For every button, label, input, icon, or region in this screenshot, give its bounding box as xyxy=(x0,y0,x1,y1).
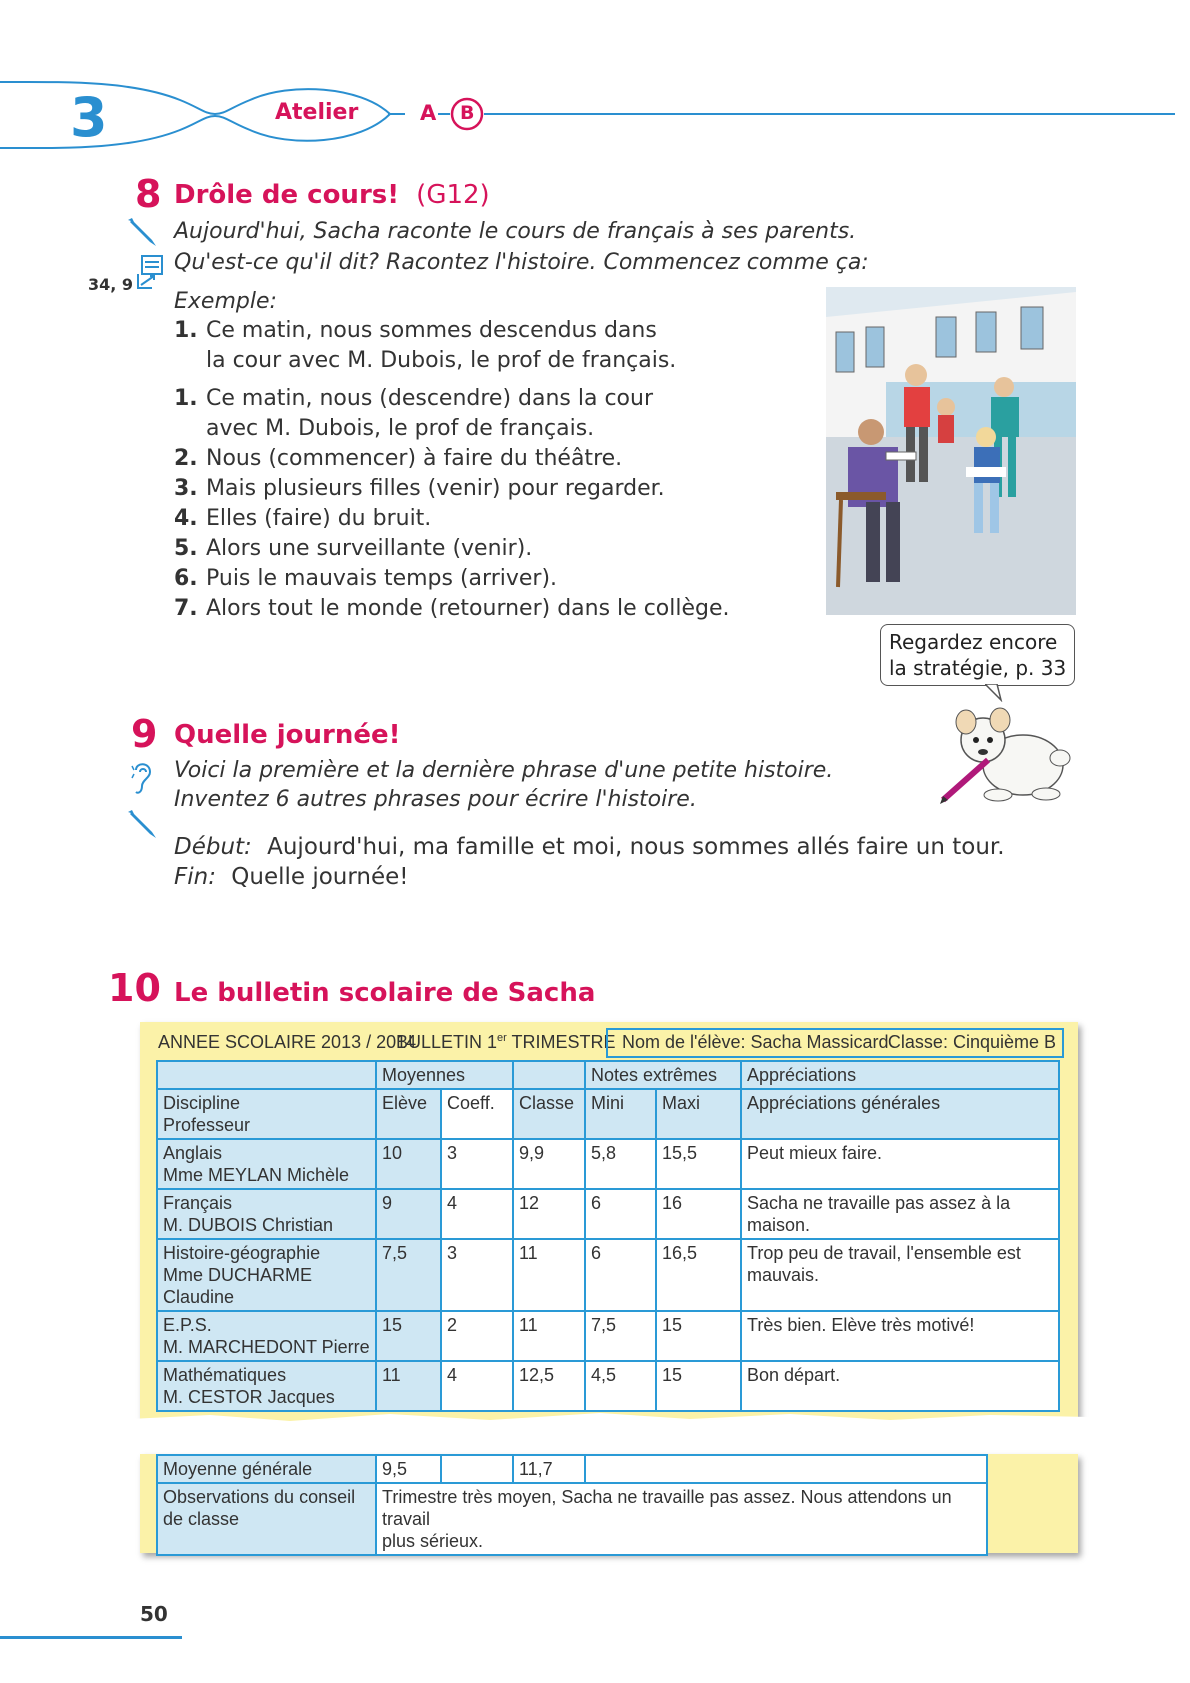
item-text: Mais plusieurs filles (venir) pour regarder. xyxy=(206,476,665,501)
mini-cell: 7,5 xyxy=(585,1311,656,1361)
discipline-cell xyxy=(157,1311,376,1361)
maxi-cell: 15 xyxy=(656,1361,741,1411)
ex8-example-label: Exemple: xyxy=(174,289,277,314)
item-number: 5. xyxy=(174,536,198,561)
item-text: Elles (faire) du bruit. xyxy=(206,506,432,531)
table-row xyxy=(157,1189,1059,1239)
summary-table xyxy=(156,1454,988,1556)
student-box xyxy=(606,1028,1064,1058)
discipline-cell xyxy=(157,1361,376,1411)
header-mini: Mini xyxy=(585,1089,656,1139)
item-text: Alors une surveillante (venir). xyxy=(206,536,533,561)
moyenne-generale-row xyxy=(157,1455,987,1483)
appreciation-cell: Sacha ne travaille pas assez à la maison. xyxy=(741,1189,1059,1239)
table-row xyxy=(157,1361,1059,1411)
observations-text-2: plus sérieux. xyxy=(382,1531,484,1551)
item-text: Ce matin, nous (descendre) dans la cour xyxy=(206,386,654,411)
ex8-example xyxy=(174,316,676,376)
example-line-1: Ce matin, nous sommes descendus dans xyxy=(206,318,657,343)
table-header-row xyxy=(157,1061,1059,1089)
school-year: ANNEE SCOLAIRE 2013 / 2014 xyxy=(158,1032,417,1052)
end-text: Quelle journée! xyxy=(231,864,409,890)
eleve-cell: 10 xyxy=(376,1139,441,1189)
ex8-side-ref: 34, 9 xyxy=(88,275,134,294)
discipline: E.P.S. xyxy=(163,1315,212,1335)
item-text: Nous (commencer) à faire du théâtre. xyxy=(206,446,623,471)
item-text: Alors tout le monde (retourner) dans le collège. xyxy=(206,596,730,621)
eleve-cell: 15 xyxy=(376,1311,441,1361)
list-item xyxy=(174,444,730,474)
list-item xyxy=(174,534,730,564)
header-band xyxy=(0,78,1190,158)
header-eleve: Elève xyxy=(376,1089,441,1139)
observations-label-2: de classe xyxy=(163,1509,240,1529)
eleve-cell: 9 xyxy=(376,1189,441,1239)
listening-icon xyxy=(130,760,154,800)
moyenne-generale-rest xyxy=(585,1455,987,1483)
ex10-title: Le bulletin scolaire de Sacha xyxy=(174,978,596,1008)
pencil-icon xyxy=(126,216,160,250)
ex8-instruction-2: Qu'est-ce qu'il dit? Racontez l'histoire. Commencez comme ça: xyxy=(174,250,869,275)
appreciation-cell: Trop peu de travail, l'ensemble est mauvais. xyxy=(741,1239,1059,1311)
bulletin-sup: er xyxy=(497,1032,507,1044)
observations-text xyxy=(376,1483,987,1555)
list-item xyxy=(174,594,730,624)
example-number: 1. xyxy=(174,318,198,343)
start-label: Début: xyxy=(174,834,252,860)
coeff-cell: 4 xyxy=(441,1189,513,1239)
moyenne-generale-label: Moyenne générale xyxy=(157,1455,376,1483)
item-number: 3. xyxy=(174,476,198,501)
item-text: Puis le mauvais temps (arriver). xyxy=(206,566,558,591)
discipline-cell xyxy=(157,1139,376,1189)
list-item-continuation: avec M. Dubois, le prof de français. xyxy=(206,416,595,441)
coeff-cell: 4 xyxy=(441,1361,513,1411)
table-row xyxy=(157,1139,1059,1189)
bulletin-label xyxy=(396,1032,616,1053)
mini-cell: 6 xyxy=(585,1189,656,1239)
header-classe: Classe xyxy=(513,1089,585,1139)
workbook-icon xyxy=(136,254,166,290)
classe-cell: 12 xyxy=(513,1189,585,1239)
ex9-end xyxy=(174,862,409,892)
eleve-cell: 11 xyxy=(376,1361,441,1411)
professor: M. MARCHEDONT Pierre xyxy=(163,1337,370,1357)
observations-text-1: Trimestre très moyen, Sacha ne travaille pas assez. Nous attendons un travail xyxy=(382,1487,952,1529)
mini-cell: 5,8 xyxy=(585,1139,656,1189)
ex8-title-text: Drôle de cours! xyxy=(174,180,400,210)
classe-cell: 11 xyxy=(513,1239,585,1311)
mini-cell: 4,5 xyxy=(585,1361,656,1411)
item-number: 6. xyxy=(174,566,198,591)
report-card-lower xyxy=(140,1454,1078,1553)
ex8-number: 8 xyxy=(135,172,162,216)
professor: M. DUBOIS Christian xyxy=(163,1215,334,1235)
end-label: Fin: xyxy=(174,864,216,890)
header-coeff: Coeff. xyxy=(441,1089,513,1139)
discipline-label: Discipline xyxy=(163,1093,241,1113)
classe-cell: 12,5 xyxy=(513,1361,585,1411)
item-number: 4. xyxy=(174,506,198,531)
page-number: 50 xyxy=(140,1602,168,1626)
table-row xyxy=(157,1239,1059,1311)
strategy-bubble xyxy=(880,624,1075,686)
ex8-title xyxy=(174,180,490,210)
discipline-cell xyxy=(157,1239,376,1311)
classroom-illustration xyxy=(826,287,1076,615)
maxi-cell: 16,5 xyxy=(656,1239,741,1311)
list-item xyxy=(174,504,730,534)
ex9-number: 9 xyxy=(131,712,158,756)
start-text: Aujourd'hui, ma famille et moi, nous sommes allés faire un tour. xyxy=(267,834,1005,860)
observations-label-1: Observations du conseil xyxy=(163,1487,356,1507)
discipline: Français xyxy=(163,1193,233,1213)
table-header-row xyxy=(157,1089,1059,1139)
discipline-cell xyxy=(157,1189,376,1239)
discipline: Histoire-géographie xyxy=(163,1243,321,1263)
classe-cell: 11 xyxy=(513,1311,585,1361)
header-appreciations-generales: Appréciations générales xyxy=(741,1089,1059,1139)
list-item xyxy=(174,384,730,414)
option-a: A xyxy=(420,101,437,125)
ex10-number: 10 xyxy=(108,966,161,1010)
ex8-grammar-ref: (G12) xyxy=(416,180,490,210)
professeur-label: Professeur xyxy=(163,1115,251,1135)
table-row xyxy=(157,1311,1059,1361)
header-appreciations: Appréciations xyxy=(741,1061,1059,1089)
classe-cell: 9,9 xyxy=(513,1139,585,1189)
atelier-label: Atelier xyxy=(275,100,359,125)
list-item xyxy=(174,564,730,594)
class-name: Classe: Cinquième B xyxy=(887,1032,1056,1052)
moyenne-generale-coeff xyxy=(441,1455,513,1483)
item-number: 7. xyxy=(174,596,198,621)
ex9-instruction-1: Voici la première et la dernière phrase d'une petite histoire. xyxy=(174,758,834,783)
option-b: B xyxy=(460,102,475,124)
unit-number: 3 xyxy=(70,86,108,149)
professor: M. CESTOR Jacques xyxy=(163,1387,335,1407)
coeff-cell: 2 xyxy=(441,1311,513,1361)
moyenne-generale-eleve: 9,5 xyxy=(376,1455,441,1483)
item-number: 1. xyxy=(174,386,198,411)
footer-rule xyxy=(0,1636,182,1639)
grades-table xyxy=(156,1060,1060,1412)
appreciation-cell: Peut mieux faire. xyxy=(741,1139,1059,1189)
header-maxi: Maxi xyxy=(656,1089,741,1139)
list-item xyxy=(174,474,730,504)
ex9-start xyxy=(174,832,1005,862)
item-number: 2. xyxy=(174,446,198,471)
observations-row xyxy=(157,1483,987,1555)
professor: Mme MEYLAN Michèle xyxy=(163,1165,350,1185)
discipline: Mathématiques xyxy=(163,1365,287,1385)
header-empty xyxy=(513,1061,585,1089)
discipline: Anglais xyxy=(163,1143,223,1163)
coeff-cell: 3 xyxy=(441,1139,513,1189)
maxi-cell: 16 xyxy=(656,1189,741,1239)
maxi-cell: 15,5 xyxy=(656,1139,741,1189)
mascot-illustration xyxy=(928,700,1078,810)
professor: Mme DUCHARME Claudine xyxy=(163,1265,313,1307)
maxi-cell: 15 xyxy=(656,1311,741,1361)
bulletin-prefix: BULLETIN 1 xyxy=(396,1032,498,1052)
ex9-instruction-2: Inventez 6 autres phrases pour écrire l'histoire. xyxy=(174,787,697,812)
student-name: Nom de l'élève: Sacha Massicard xyxy=(622,1032,889,1052)
header-notes-extremes: Notes extrêmes xyxy=(585,1061,741,1089)
ex8-instruction-1: Aujourd'hui, Sacha raconte le cours de français à ses parents. xyxy=(174,219,857,244)
ex9-title: Quelle journée! xyxy=(174,720,401,750)
bubble-line-2: la stratégie, p. 33 xyxy=(889,656,1067,680)
header-discipline xyxy=(157,1089,376,1139)
pencil-icon xyxy=(126,808,160,842)
ex8-item-list xyxy=(174,384,730,624)
moyenne-generale-classe: 11,7 xyxy=(513,1455,585,1483)
bulletin-suffix: TRIMESTRE xyxy=(506,1032,616,1052)
appreciation-cell: Bon départ. xyxy=(741,1361,1059,1411)
appreciation-cell: Très bien. Elève très motivé! xyxy=(741,1311,1059,1361)
mini-cell: 6 xyxy=(585,1239,656,1311)
example-line-2: la cour avec M. Dubois, le prof de français. xyxy=(206,348,677,373)
coeff-cell: 3 xyxy=(441,1239,513,1311)
report-card-upper xyxy=(140,1022,1078,1422)
header-moyennes: Moyennes xyxy=(376,1061,513,1089)
header-empty xyxy=(157,1061,376,1089)
bubble-line-1: Regardez encore xyxy=(889,630,1058,654)
observations-label xyxy=(157,1483,376,1555)
eleve-cell: 7,5 xyxy=(376,1239,441,1311)
